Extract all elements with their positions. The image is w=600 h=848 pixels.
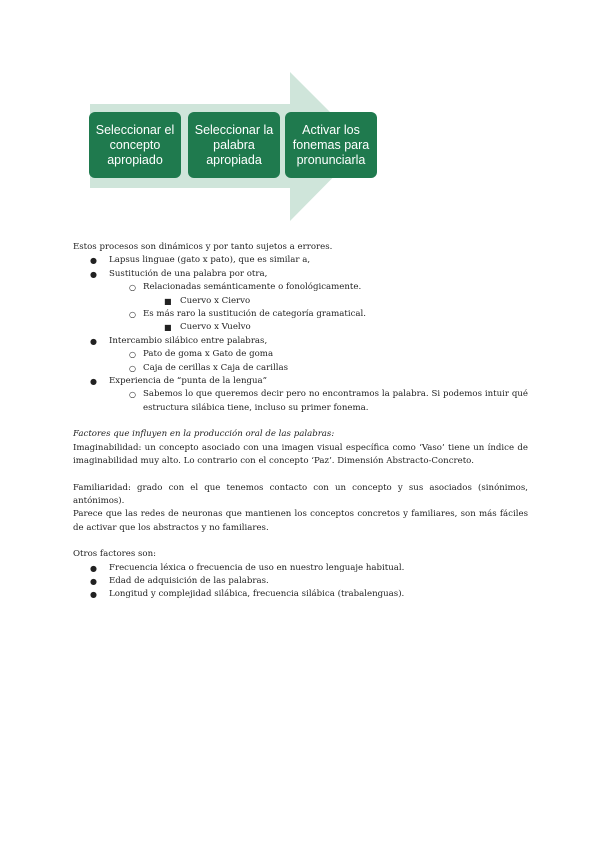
list-item: ■ Cuervo x Ciervo	[73, 295, 528, 308]
disc-bullet-icon: ●	[90, 377, 97, 387]
disc-bullet-icon: ●	[90, 269, 97, 279]
imaginability-paragraph: Imaginabilidad: un concepto asociado con una imagen visual específica como ‘Vaso’ tiene un índice de imaginabilidad muy alto. Lo contrario con el concepto ‘Paz’. Dimensión Abstracto-Concreto.	[73, 442, 528, 467]
list-item: ○ Pato de goma x Gato de goma	[73, 348, 528, 361]
neuron-networks-paragraph: Parece que las redes de neuronas que mantienen los conceptos concretos y familiares, son más fáciles de activar que los abstractos y no familiares.	[73, 509, 528, 533]
list-item: ○ Relacionadas semánticamente o fonológicamente.	[73, 281, 528, 294]
list-item: ● Edad de adquisición de las palabras.	[73, 575, 528, 588]
factors-heading: Factores que influyen en la producción oral de las palabras:	[73, 429, 335, 440]
disc-bullet-icon: ●	[90, 563, 97, 573]
circle-bullet-icon: ○	[129, 350, 136, 360]
step-box-2: Seleccionar la palabra apropiada	[188, 112, 280, 178]
step-box-3: Activar los fonemas para pronunciarla	[285, 112, 377, 178]
intro-text: Estos procesos son dinámicos y por tanto sujetos a errores.	[73, 242, 333, 252]
list-item: ● Sustitución de una palabra por otra,	[73, 268, 528, 281]
document-body	[73, 241, 528, 602]
list-item: ■ Cuervo x Vuelvo	[73, 321, 528, 334]
disc-bullet-icon: ●	[90, 256, 97, 266]
disc-bullet-icon: ●	[90, 336, 97, 346]
list-item: ○ Es más raro la sustitución de categoría gramatical.	[73, 308, 528, 321]
disc-bullet-icon: ●	[90, 576, 97, 586]
list-item: ● Intercambio silábico entre palabras,	[73, 335, 528, 348]
process-diagram	[0, 0, 600, 230]
disc-bullet-icon: ●	[90, 590, 97, 600]
circle-bullet-icon: ○	[129, 363, 136, 373]
list-item: ● Lapsus linguae (gato x pato), que es similar a,	[73, 254, 528, 267]
square-bullet-icon: ■	[164, 296, 172, 306]
circle-bullet-icon: ○	[129, 390, 136, 400]
step-box-1: Seleccionar el concepto apropiado	[89, 112, 181, 178]
list-item: ○ Sabemos lo que queremos decir pero no encontramos la palabra. Si podemos intuir qué estructura silábica tiene, incluso su primer fonema.	[129, 389, 528, 413]
list-item: ● Longitud y complejidad silábica, frecuencia silábica (trabalenguas).	[73, 588, 528, 601]
list-item: ● Frecuencia léxica o frecuencia de uso en nuestro lenguaje habitual.	[73, 562, 528, 575]
list-item: ○ Caja de cerillas x Caja de carillas	[73, 362, 528, 375]
circle-bullet-icon: ○	[129, 310, 136, 320]
list-item: ● Experiencia de “punta de la lengua”	[73, 375, 528, 388]
other-factors-heading: Otros factores son:	[73, 549, 157, 560]
square-bullet-icon: ■	[164, 323, 172, 333]
circle-bullet-icon: ○	[129, 283, 136, 293]
familiarity-paragraph: Familiaridad: grado con el que tenemos contacto con un concepto y sus asociados (sinónimos, antónimos).	[73, 482, 528, 506]
